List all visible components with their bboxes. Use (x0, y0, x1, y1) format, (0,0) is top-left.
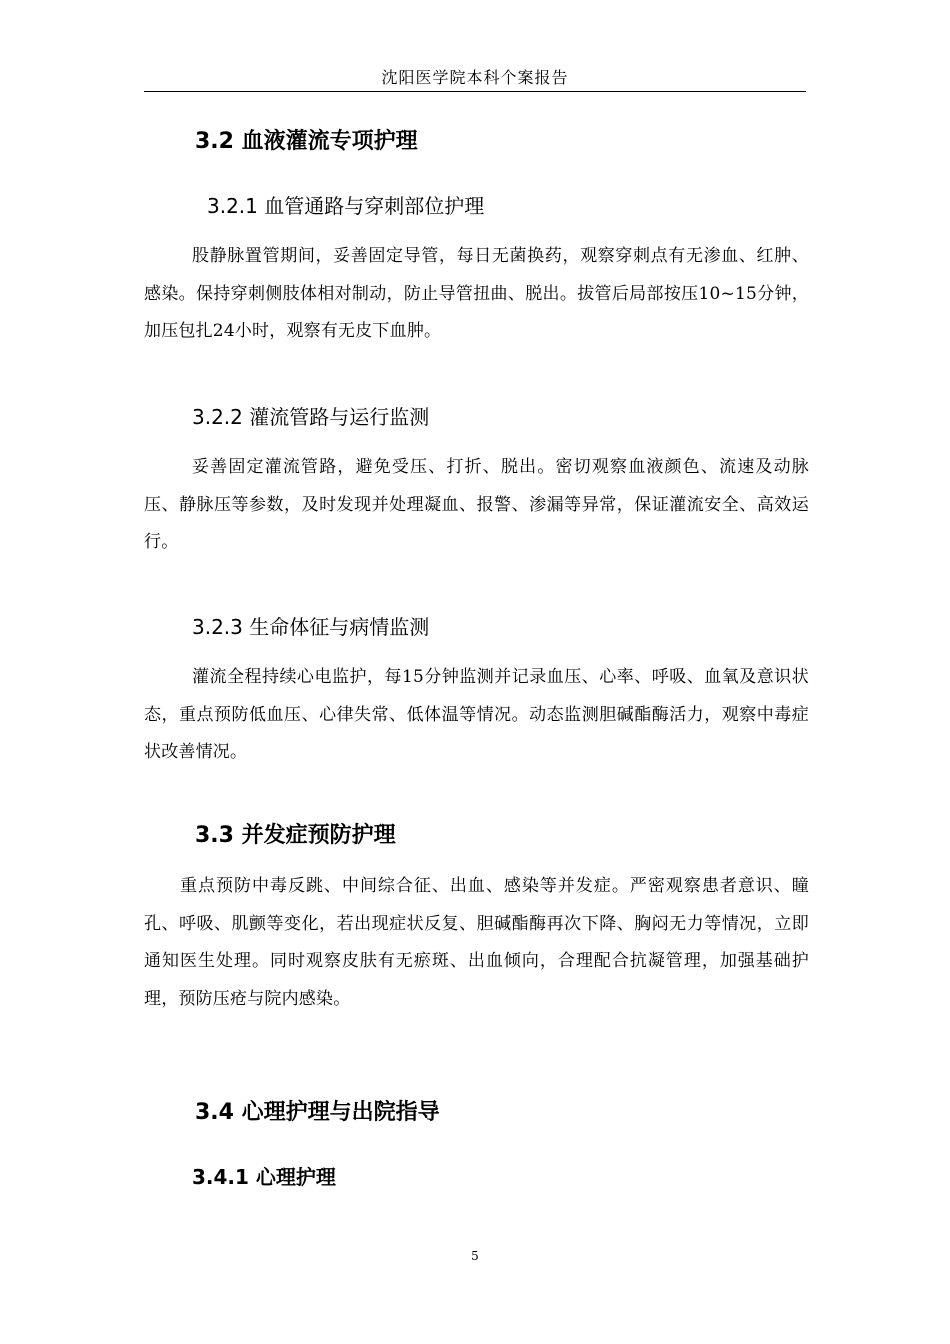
section-3-2-3-body: 灌流全程持续心电监护，每15分钟监测并记录血压、心率、呼吸、血氧及意识状态，重点预防低血压、心律失常、低体温等情况。动态监测胆碱酯酶活力，观察中毒症状改善情况。 (144, 667, 809, 762)
page-number: 5 (471, 1249, 479, 1263)
section-3-3-heading: 3.3 并发症预防护理 (195, 823, 396, 848)
header-rule (144, 91, 806, 92)
section-3-2-2-heading: 3.2.2 灌流管路与运行监测 (192, 405, 430, 429)
section-3-2-3-heading: 3.2.3 生命体征与病情监测 (192, 615, 430, 639)
running-header: 沈阳医学院本科个案报告 (381, 68, 569, 87)
section-3-3-body: 重点预防中毒反跳、中间综合征、出血、感染等并发症。严密观察患者意识、瞳孔、呼吸、肌颤等变化，若出现症状反复、胆碱酯酶再次下降、胸闷无力等情况，立即通知医生处理。同时观察皮肤有无瘀斑、出血倾向，合理配合抗凝管理，加强基础护理，预防压疮与院内感染。 (144, 876, 809, 1009)
section-3-2-2-body: 妥善固定灌流管路，避免受压、打折、脱出。密切观察血液颜色、流速及动脉压、静脉压等参数，及时发现并处理凝血、报警、渗漏等异常，保证灌流安全、高效运行。 (144, 457, 809, 552)
section-3-2-heading: 3.2 血液灌流专项护理 (195, 129, 418, 154)
section-3-4-heading: 3.4 心理护理与出院指导 (195, 1100, 440, 1125)
section-3-2-1-body: 股静脉置管期间，妥善固定导管，每日无菌换药，观察穿刺点有无渗血、红肿、感染。保持穿刺侧肢体相对制动，防止导管扭曲、脱出。拔管后局部按压10~15分钟，加压包扎24小时，观察有无皮下血肿。 (144, 246, 809, 341)
section-3-2-1-heading: 3.2.1 血管通路与穿刺部位护理 (207, 194, 485, 218)
section-3-4-1-heading: 3.4.1 心理护理 (192, 1165, 336, 1189)
